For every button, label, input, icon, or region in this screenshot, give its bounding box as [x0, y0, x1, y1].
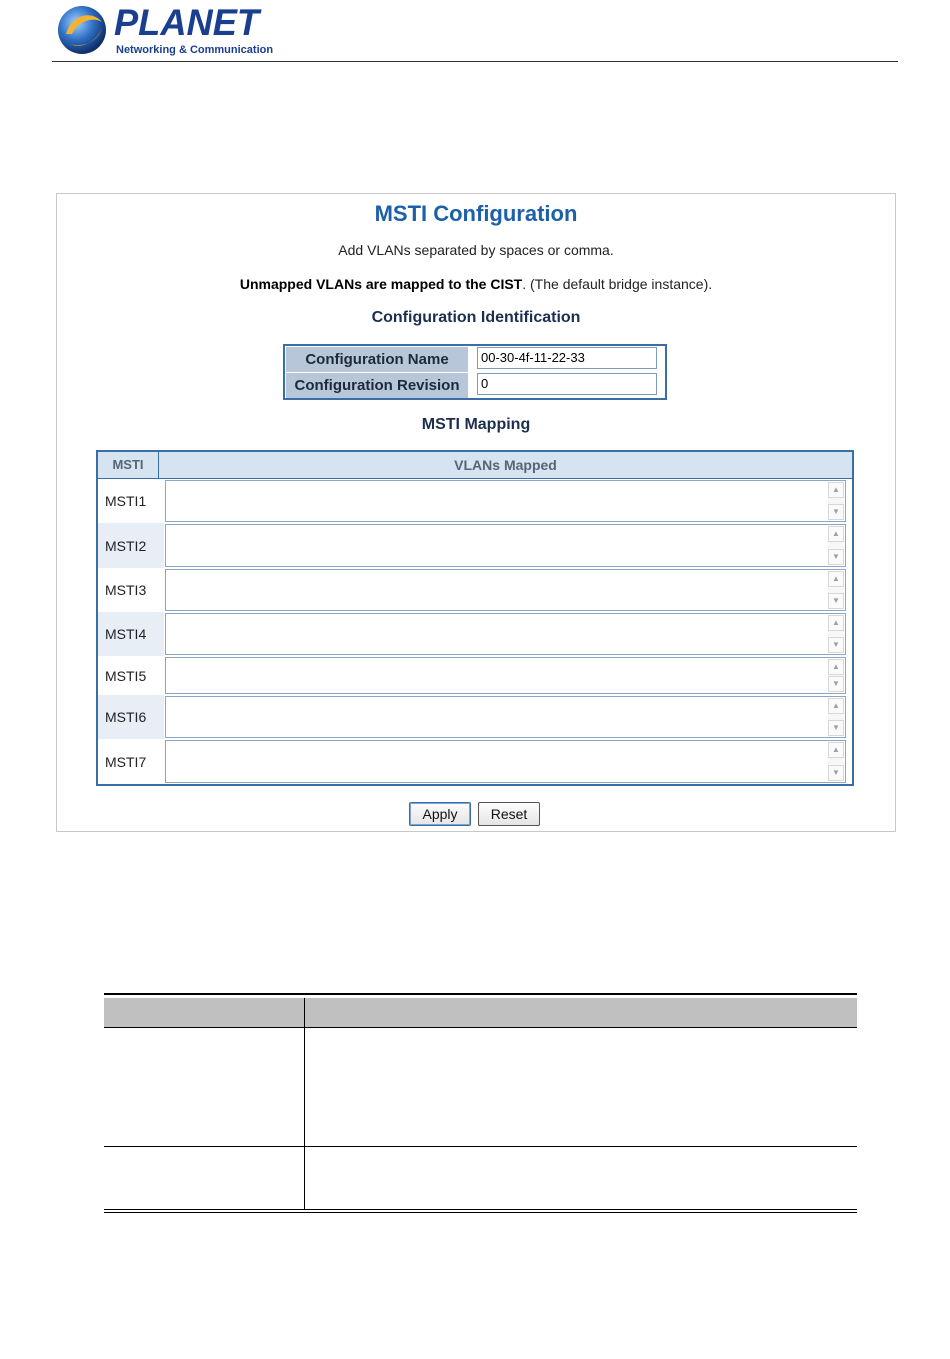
- vlans-textarea-msti5[interactable]: [165, 657, 846, 694]
- reset-button[interactable]: Reset: [478, 802, 540, 826]
- scroll-up-icon[interactable]: ▲: [828, 742, 844, 758]
- scrollbar[interactable]: [828, 742, 844, 781]
- scrollbar[interactable]: [828, 698, 844, 736]
- config-identification-table: [283, 344, 667, 400]
- msti-label: MSTI5: [105, 667, 147, 684]
- vlan-hint-text: Add VLANs separated by spaces or comma.: [338, 242, 614, 258]
- scroll-down-icon[interactable]: ▼: [828, 765, 844, 781]
- table-bottom-rule: [104, 1212, 857, 1213]
- table-header: [104, 998, 857, 1028]
- msti-label: MSTI3: [105, 582, 147, 598]
- vlans-textarea-msti3[interactable]: [165, 569, 846, 611]
- scroll-down-icon[interactable]: ▼: [828, 593, 844, 609]
- msti-label: MSTI7: [105, 753, 147, 770]
- table-bottom-rule: [104, 1209, 857, 1210]
- vlans-textarea-msti4[interactable]: [165, 613, 846, 655]
- config-revision-input[interactable]: 0: [477, 373, 657, 395]
- scrollbar[interactable]: [828, 571, 844, 609]
- config-revision-row: [285, 373, 665, 399]
- table-top-rule: [104, 993, 857, 995]
- header-divider: [52, 61, 898, 62]
- planet-logo: [56, 2, 274, 58]
- vlans-textarea-msti1[interactable]: [165, 480, 846, 522]
- row-divider: [104, 1146, 857, 1147]
- msti-mapping-table: [96, 450, 854, 786]
- config-name-input[interactable]: 00-30-4f-11-22-33: [477, 347, 657, 369]
- table-row: [98, 695, 852, 739]
- table-row: [98, 568, 852, 612]
- table-row: [98, 656, 852, 695]
- config-identification-heading: Configuration Identification: [371, 309, 581, 326]
- msti-label: MSTI2: [98, 523, 164, 568]
- scroll-up-icon[interactable]: ▲: [828, 482, 844, 498]
- brand-name: PLANET: [114, 2, 260, 43]
- page-header: [0, 0, 950, 64]
- scroll-up-icon[interactable]: ▲: [828, 659, 844, 675]
- msti-label: MSTI6: [98, 695, 164, 739]
- scroll-down-icon[interactable]: ▼: [828, 720, 844, 736]
- msti-configuration-panel: [56, 193, 896, 832]
- column-header-vlans-mapped: VLANs Mapped: [454, 457, 557, 473]
- scroll-down-icon[interactable]: ▼: [828, 637, 844, 653]
- scroll-up-icon[interactable]: ▲: [828, 615, 844, 631]
- column-divider: [304, 998, 305, 1210]
- table-header: [98, 452, 852, 479]
- table-row: [98, 612, 852, 656]
- scroll-up-icon[interactable]: ▲: [828, 698, 844, 714]
- page-title: MSTI Configuration: [374, 201, 578, 226]
- scroll-up-icon[interactable]: ▲: [828, 526, 844, 542]
- config-name-label: Configuration Name: [286, 347, 468, 372]
- header-cell-description: [308, 998, 857, 1028]
- msti-label: MSTI4: [98, 612, 164, 656]
- cist-note-rest: . (The default bridge instance).: [522, 276, 713, 292]
- row-divider: [104, 1027, 857, 1028]
- scrollbar[interactable]: [828, 615, 844, 653]
- globe-icon: [56, 4, 108, 56]
- brand-tagline: Networking & Communication: [116, 44, 274, 56]
- config-revision-label: Configuration Revision: [286, 373, 468, 398]
- scrollbar[interactable]: [828, 482, 844, 520]
- scroll-down-icon[interactable]: ▼: [828, 504, 844, 520]
- vlans-textarea-msti6[interactable]: [165, 696, 846, 738]
- header-cell-object: [104, 998, 300, 1028]
- scroll-up-icon[interactable]: ▲: [828, 571, 844, 587]
- scroll-down-icon[interactable]: ▼: [828, 676, 844, 692]
- column-header-msti: MSTI: [98, 452, 159, 478]
- table-row: [98, 479, 852, 523]
- vlans-textarea-msti7[interactable]: [165, 740, 846, 783]
- cist-note-bold: Unmapped VLANs are mapped to the CIST: [239, 276, 523, 292]
- cist-note-text: [57, 276, 895, 292]
- description-table: [104, 993, 857, 1213]
- msti-label: MSTI1: [105, 493, 147, 509]
- scrollbar[interactable]: [828, 526, 844, 565]
- table-row: [98, 523, 852, 568]
- table-row: [98, 739, 852, 784]
- msti-mapping-heading: MSTI Mapping: [421, 416, 531, 433]
- scroll-down-icon[interactable]: ▼: [828, 549, 844, 565]
- config-name-row: [285, 347, 665, 373]
- scrollbar[interactable]: [828, 659, 844, 692]
- apply-button[interactable]: Apply: [409, 802, 471, 826]
- vlans-textarea-msti2[interactable]: [165, 524, 846, 567]
